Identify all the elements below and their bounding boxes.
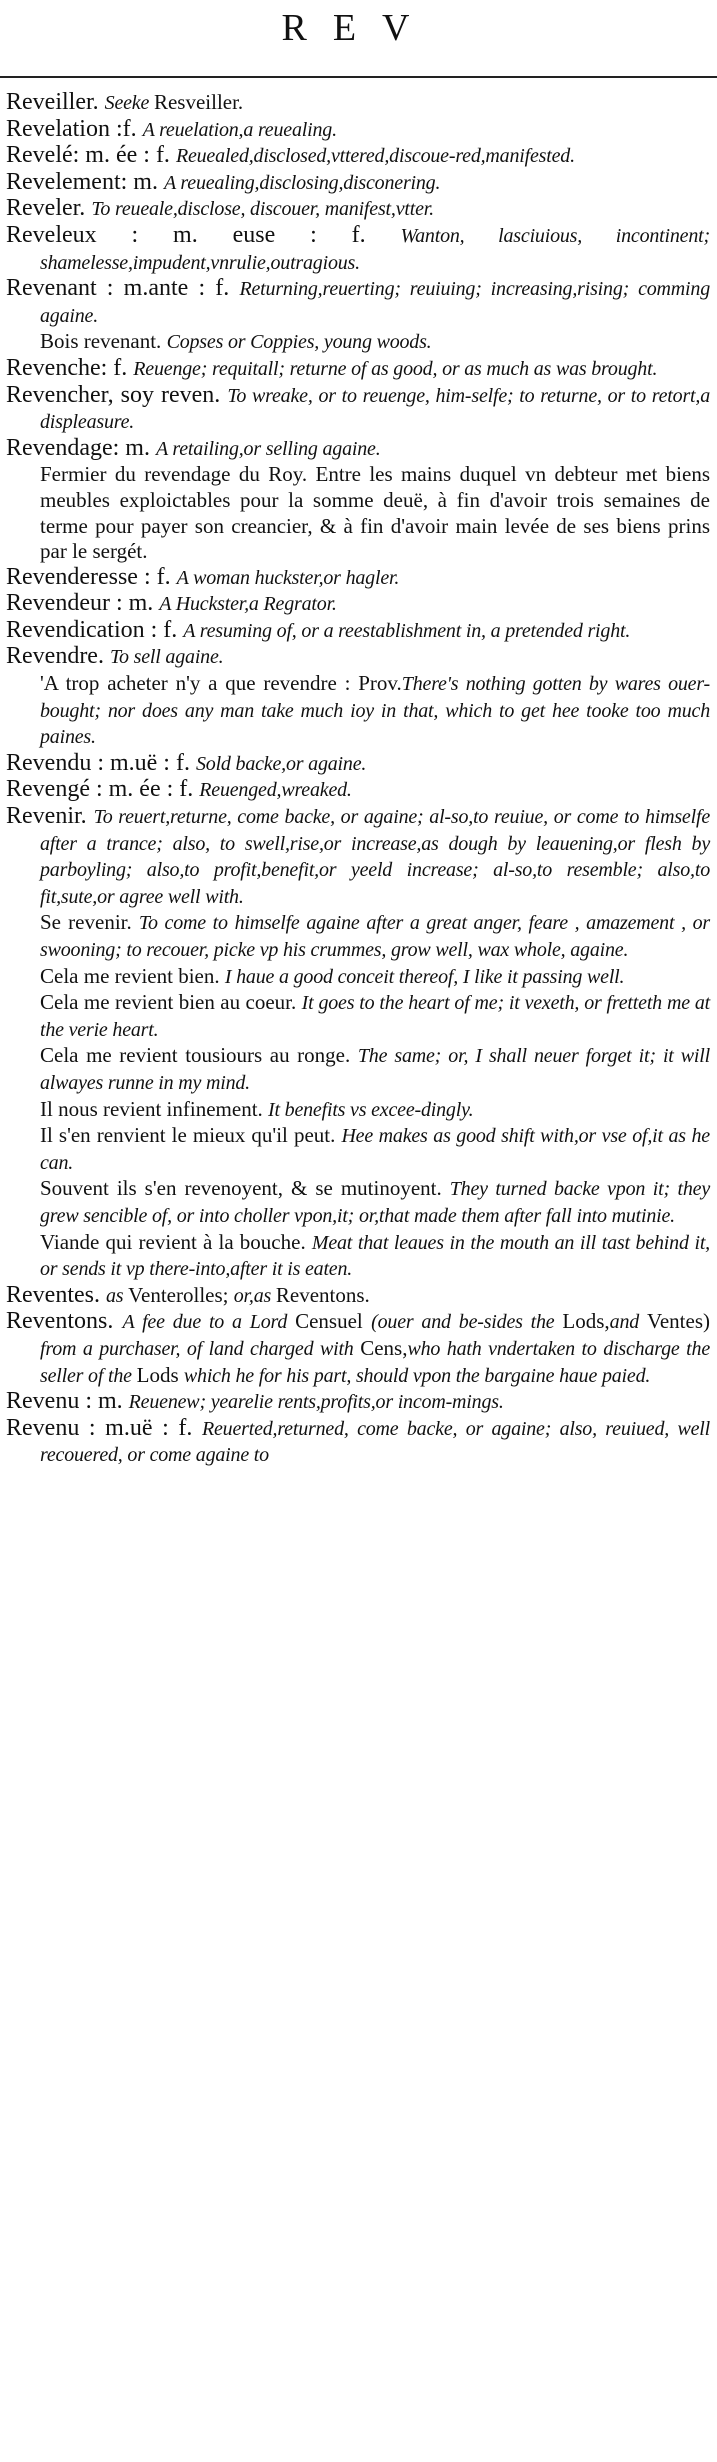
french-text: Fermier du revendage du Roy. Entre les mains duquel vn debteur met biens meubles exploictables pour la somme deuë, à fin d'avoir trois semaines de terme pour payer son creancier, & à fin d'avoir main levée de ses biens prins par le sergét. xyxy=(40,462,710,564)
english-gloss: as xyxy=(105,1284,129,1307)
french-text: Cens, xyxy=(360,1335,408,1360)
french-text: Cela me revient tousiours au ronge. xyxy=(40,1043,358,1068)
headword: Revelation :f. xyxy=(6,115,143,142)
subentry xyxy=(6,990,710,1043)
english-gloss: A reuelation,a reuealing. xyxy=(142,118,337,141)
french-text: Lods, xyxy=(562,1309,610,1334)
english-gloss: To come to himselfe againe after a great anger, feare , amazement , or swooning; to recouer, picke vp his crummes, grow well, wax whole, againe. xyxy=(40,912,710,961)
english-gloss: from a purchaser, of land charged with xyxy=(40,1337,361,1360)
french-text: Bois revenant. xyxy=(40,329,167,354)
english-gloss: A resuming of, or a reestablishment in, a pretended right. xyxy=(183,619,631,642)
headword: Reveiller. xyxy=(6,89,105,115)
french-text: Censuel xyxy=(295,1309,372,1334)
subentry xyxy=(6,964,710,991)
dictionary-entry xyxy=(6,1416,710,1469)
english-gloss: It benefits vs excee-dingly. xyxy=(268,1098,474,1121)
french-text: Resveiller. xyxy=(153,90,244,114)
dictionary-entry xyxy=(6,143,710,170)
dictionary-entry xyxy=(6,196,710,223)
english-gloss: or,as xyxy=(233,1284,276,1307)
english-gloss: Hee makes as good shift with,or vse of,it as he can. xyxy=(40,1125,710,1174)
english-gloss: A fee due to a Lord xyxy=(122,1311,296,1334)
french-text: Ventes) xyxy=(647,1309,710,1334)
dictionary-entry xyxy=(6,644,710,671)
english-gloss: To reuert,returne, come backe, or againe; al-so,to reuiue, or come to himselfe after a trance; also, to swell,rise,or increase,as dough by leauening,or flesh by parboyling; also,to profit,benefit,or yeeld increase; al-so,to resemble; also,to fit,sute,or agree well with. xyxy=(40,806,710,908)
headword: Revenu : m. xyxy=(6,1388,129,1415)
english-gloss: and xyxy=(609,1311,648,1334)
dictionary-entry xyxy=(6,777,710,804)
headword: Revelement: m. xyxy=(6,168,164,195)
french-text: Viande qui revient à la bouche. xyxy=(40,1229,312,1254)
english-gloss: I haue a good conceit thereof, I like it passing well. xyxy=(224,965,625,988)
dictionary-entry xyxy=(6,276,710,329)
headword: Revenu : m.uë : f. xyxy=(6,1414,202,1441)
headword: Reveler. xyxy=(6,195,92,222)
headword: Revenir. xyxy=(6,803,94,830)
english-gloss: To wreake, or to reuenge, him-selfe; to returne, or to retort,a displeasure. xyxy=(40,384,710,434)
english-gloss: Seeke xyxy=(104,92,154,114)
english-gloss: To sell againe. xyxy=(109,646,224,669)
english-gloss: The same; or, I shall neuer forget it; it will alwayes runne in my mind. xyxy=(40,1045,710,1094)
header-rule xyxy=(0,76,717,78)
headword: Revengé : m. ée : f. xyxy=(6,776,200,803)
headword: Revendu : m.uë : f. xyxy=(6,749,196,776)
english-gloss: Wanton, lasciuious, incontinent; shamelesse,impudent,vnrulie,outragious. xyxy=(40,224,710,274)
english-gloss: They turned backe vpon it; they grew sencible of, or into choller vpon,it; or,that made them after fall into mutinie. xyxy=(40,1178,710,1227)
english-gloss: Meat that leaues in the mouth an ill tast behind it, or sends it vp there-into,after it is eaten. xyxy=(40,1231,710,1281)
subentry xyxy=(6,1123,710,1176)
headword: Revencher, soy reven. xyxy=(6,381,228,408)
dictionary-entry xyxy=(6,117,710,144)
french-text: Lods xyxy=(136,1362,184,1387)
headword: Revendre. xyxy=(6,643,110,670)
subentry xyxy=(6,329,710,356)
english-gloss: Reuenged,wreaked. xyxy=(199,779,352,802)
subentry xyxy=(6,1097,710,1124)
french-text: Cela me revient bien. xyxy=(40,963,225,988)
english-gloss: Reuerted,returned, come backe, or againe; also, reuiued, well recouered, or come againe to xyxy=(40,1417,710,1467)
headword: Revelé: m. ée : f. xyxy=(6,142,176,169)
headword: Revenche: f. xyxy=(6,354,134,381)
subentry xyxy=(6,910,710,963)
english-gloss: Reuenew; yearelie rents,profits,or incom-mings. xyxy=(128,1391,504,1414)
english-gloss: It goes to the heart of me; it vexeth, or fretteth me at the verie heart. xyxy=(40,992,710,1041)
english-gloss: Reuenge; requitall; returne of as good, or as much as was brought. xyxy=(133,357,658,380)
french-text: Venterolles; xyxy=(128,1282,234,1307)
dictionary-entry xyxy=(6,1309,710,1389)
english-gloss: Reuealed,disclosed,vttered,discoue-red,manifested. xyxy=(175,145,575,168)
english-gloss: A Huckster,a Regrator. xyxy=(159,593,337,616)
dictionary-entry xyxy=(6,1389,710,1416)
running-head: REV xyxy=(281,7,436,49)
english-gloss: Sold backe,or againe. xyxy=(195,752,367,775)
french-text: Souvent ils s'en revenoyent, & se mutinoyent. xyxy=(40,1176,450,1201)
dictionary-entry xyxy=(6,591,710,618)
english-gloss: (ouer and be-sides the xyxy=(371,1311,563,1334)
english-gloss: which he for his part, should vpon the bargaine haue paied. xyxy=(183,1364,651,1387)
french-text: Se revenir. xyxy=(40,910,139,935)
subentry xyxy=(6,671,710,751)
dictionary-entry xyxy=(6,223,710,276)
english-gloss: A reuealing,disclosing,disconering. xyxy=(163,171,441,194)
headword: Reveleux : m. euse : f. xyxy=(6,221,401,248)
english-gloss: A retailing,or selling againe. xyxy=(155,437,381,460)
english-gloss: Copses or Coppies, young woods. xyxy=(166,331,432,354)
headword: Revendication : f. xyxy=(6,616,184,643)
subentry xyxy=(6,1043,710,1096)
headword: Revendeur : m. xyxy=(6,590,160,617)
dictionary-entry xyxy=(6,90,710,117)
subentry xyxy=(6,1176,710,1229)
dictionary-entry xyxy=(6,565,710,592)
dictionary-entry xyxy=(6,170,710,197)
french-text: Il s'en renvient le mieux qu'il peut. xyxy=(40,1123,342,1148)
subentry xyxy=(6,1230,710,1283)
english-gloss: who hath vndertaken to discharge the seller of the xyxy=(40,1337,711,1387)
english-gloss: A woman huckster,or hagler. xyxy=(176,566,400,589)
dictionary-entry xyxy=(6,751,710,778)
headword: Revenderesse : f. xyxy=(6,563,177,590)
french-text: Il nous revient infinement. xyxy=(40,1096,269,1121)
dictionary-entry xyxy=(6,804,710,910)
dictionary-entry xyxy=(6,383,710,436)
headword: Revenant : m.ante : f. xyxy=(6,275,240,302)
french-text: Reventons. xyxy=(275,1282,370,1307)
english-gloss: To reueale,disclose, discouer, manifest,vtter. xyxy=(91,198,434,221)
headword: Reventes. xyxy=(6,1281,106,1308)
dictionary-entry xyxy=(6,618,710,645)
subentry xyxy=(6,462,710,564)
entry-list xyxy=(6,90,710,1469)
english-gloss: There's nothing gotten by wares ouer-bought; nor does any man take much ioy in that, which to get hee tooke too much paines. xyxy=(40,673,710,749)
headword: Reventons. xyxy=(6,1308,123,1335)
dictionary-entry xyxy=(6,1283,710,1310)
headword: Revendage: m. xyxy=(6,434,156,461)
french-text: 'A trop acheter n'y a que revendre : Prov. xyxy=(40,671,402,696)
french-text: Cela me revient bien au coeur. xyxy=(40,990,302,1015)
dictionary-entry xyxy=(6,356,710,383)
english-gloss: Returning,reuerting; reuiuing; increasing,rising; comming againe. xyxy=(40,278,710,327)
dictionary-entry xyxy=(6,436,710,463)
